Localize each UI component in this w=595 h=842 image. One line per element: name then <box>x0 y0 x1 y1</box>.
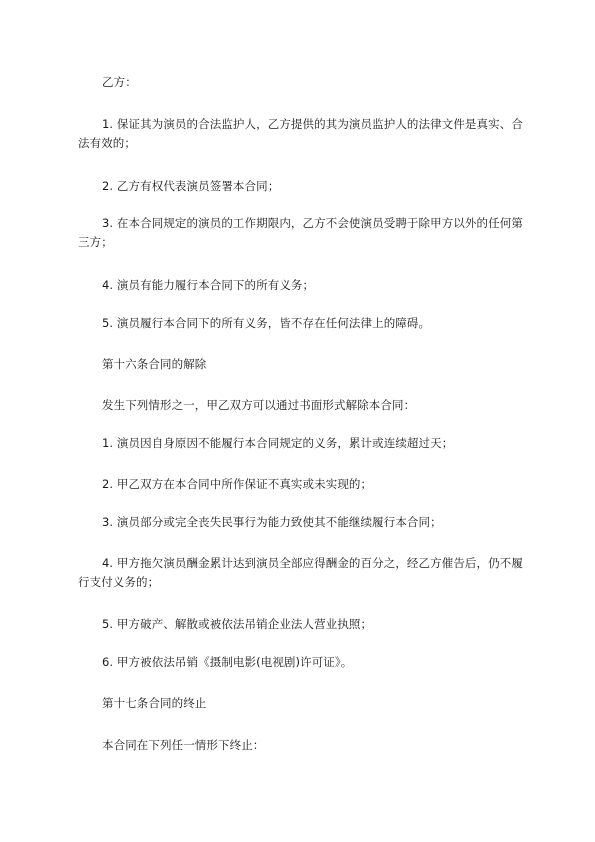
party-b-clause-1: 1. 保证其为演员的合法监护人，乙方提供的其为演员监护人的法律文件是真实、合法有效的； <box>78 117 523 150</box>
article-17-heading: 第十七条合同的终止 <box>102 696 207 710</box>
party-b-heading: 乙方： <box>102 75 137 89</box>
article-17-intro: 本合同在下列任一情形下终止： <box>102 738 265 752</box>
article-16-item-2: 2. 甲乙双方在本合同中所作保证不真实或未实现的； <box>102 477 373 491</box>
party-b-clause-5: 5. 演员履行本合同下的所有义务，皆不存在任何法律上的障碍。 <box>102 316 431 330</box>
article-16-item-3: 3. 演员部分或完全丧失民事行为能力致使其不能继续履行本合同； <box>102 515 442 529</box>
article-16-item-1: 1. 演员因自身原因不能履行本合同规定的义务，累计或连续超过天； <box>102 436 454 450</box>
article-16-item-5: 5. 甲方破产、解散或被依法吊销企业法人营业执照； <box>102 617 373 631</box>
party-b-clause-2: 2. 乙方有权代表演员签署本合同； <box>102 179 280 193</box>
article-16-intro: 发生下列情形之一，甲乙双方可以通过书面形式解除本合同： <box>102 398 416 412</box>
party-b-clause-3: 3. 在本合同规定的演员的工作期限内，乙方不会使演员受聘于除甲方以外的任何第三方； <box>78 216 523 249</box>
party-b-clause-4: 4. 演员有能力履行本合同下的所有义务； <box>102 278 315 292</box>
article-16-item-6: 6. 甲方被依法吊销《摄制电影(电视剧)许可证》。 <box>102 655 353 669</box>
article-16-heading: 第十六条合同的解除 <box>102 357 207 371</box>
article-16-item-4: 4. 甲方拖欠演员酬金累计达到演员全部应得酬金的百分之，经乙方催告后，仍不履行支付义务的； <box>78 556 523 589</box>
